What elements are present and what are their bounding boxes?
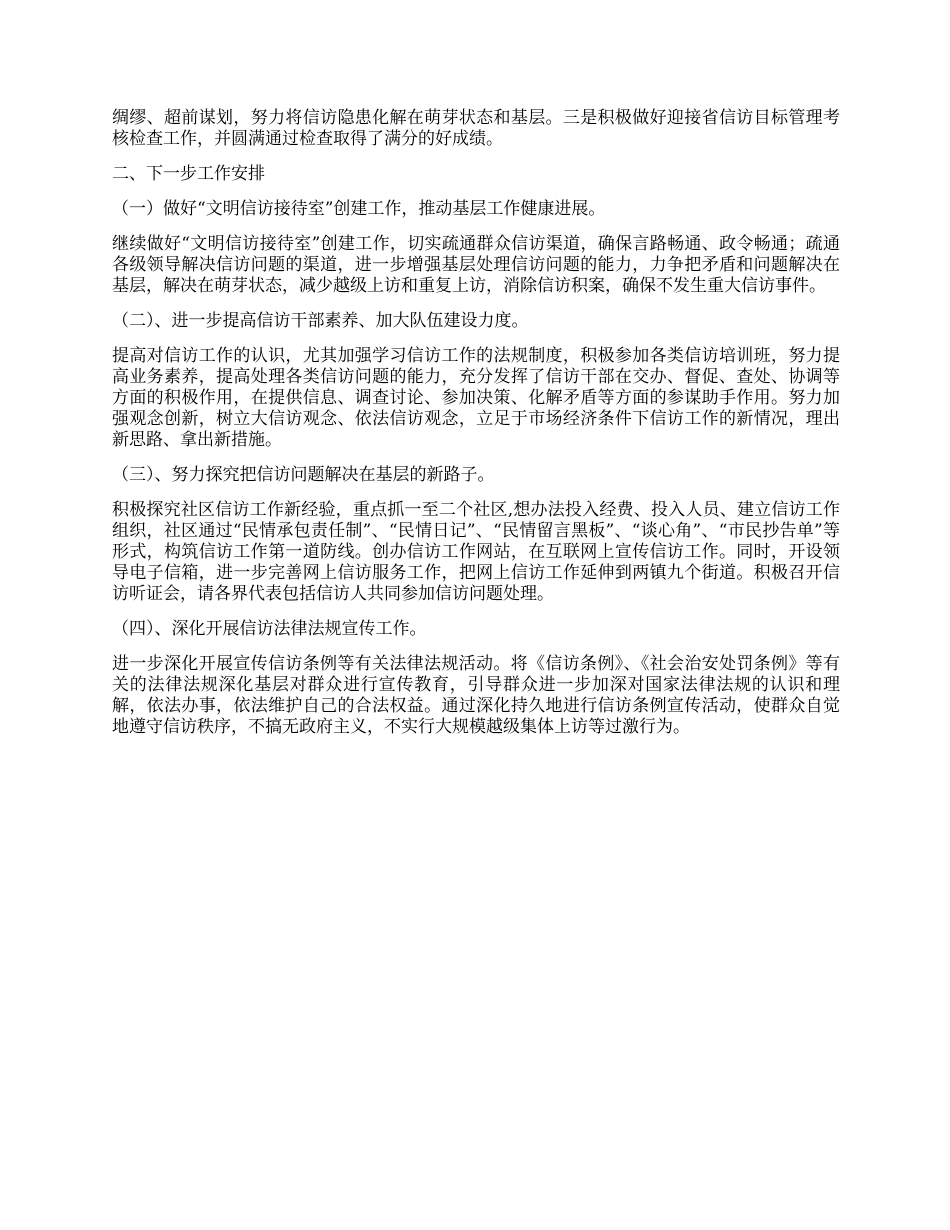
paragraph-1: 继续做好“文明信访接待室”创建工作，切实疏通群众信访渠道，确保言路畅通、政令畅通；疏通各级领导解决信访问题的渠道，进一步增强基层处理信访问题的能力，力争把矛盾和问题解决在基层，解决在萌芽状态，减少越级上访和重复上访，消除信访积案，确保不发生重大信访事件。 xyxy=(112,234,840,296)
paragraph-2: 提高对信访工作的认识，尤其加强学习信访工作的法规制度，积极参加各类信访培训班，努力提高业务素养，提高处理各类信访问题的能力，充分发挥了信访干部在交办、督促、查处、协调等方面的积极作用，在提供信息、调查讨论、参加决策、化解矛盾等方面的参谋助手作用。努力加强观念创新，树立大信访观念、依法信访观念，立足于市场经济条件下信访工作的新情况，理出新思路、拿出新措施。 xyxy=(112,346,840,450)
paragraph-continuation: 绸缪、超前谋划，努力将信访隐患化解在萌芽状态和基层。三是积极做好迎接省信访目标管理考核检查工作，并圆满通过检查取得了满分的好成绩。 xyxy=(112,108,840,149)
subheading-4: （四）、深化开展信访法律法规宣传工作。 xyxy=(112,619,427,639)
subheading-2: （二）、进一步提高信访干部素养、加大队伍建设力度。 xyxy=(112,311,529,331)
subheading-3: （三）、努力探究把信访问题解决在基层的新路子。 xyxy=(112,465,495,485)
section-heading-next-steps: 二、下一步工作安排 xyxy=(112,164,265,184)
subheading-1: （一）做好“文明信访接待室”创建工作，推动基层工作健康进展。 xyxy=(112,199,606,219)
paragraph-4: 进一步深化开展宣传信访条例等有关法律法规活动。将《信访条例》、《社会治安处罚条例》等有关的法律法规深化基层对群众进行宣传教育，引导群众进一步加深对国家法律法规的认识和理解，依法办事，依法维护自己的合法权益。通过深化持久地进行信访条例宣传活动，使群众自觉地遵守信访秩序，不搞无政府主义，不实行大规模越级集体上访等过激行为。 xyxy=(112,654,840,737)
paragraph-3: 积极探究社区信访工作新经验，重点抓一至二个社区,想办法投入经费、投入人员、建立信访工作组织，社区通过“民情承包责任制”、“民情日记”、“民情留言黑板”、“谈心角”、“市民抄告单”等形式，构筑信访工作第一道防线。创办信访工作网站，在互联网上宣传信访工作。同时，开设领导电子信箱，进一步完善网上信访服务工作，把网上信访工作延伸到两镇九个街道。积极召开信访听证会，请各界代表包括信访人共同参加信访问题处理。 xyxy=(112,500,840,604)
document-page xyxy=(112,108,840,752)
